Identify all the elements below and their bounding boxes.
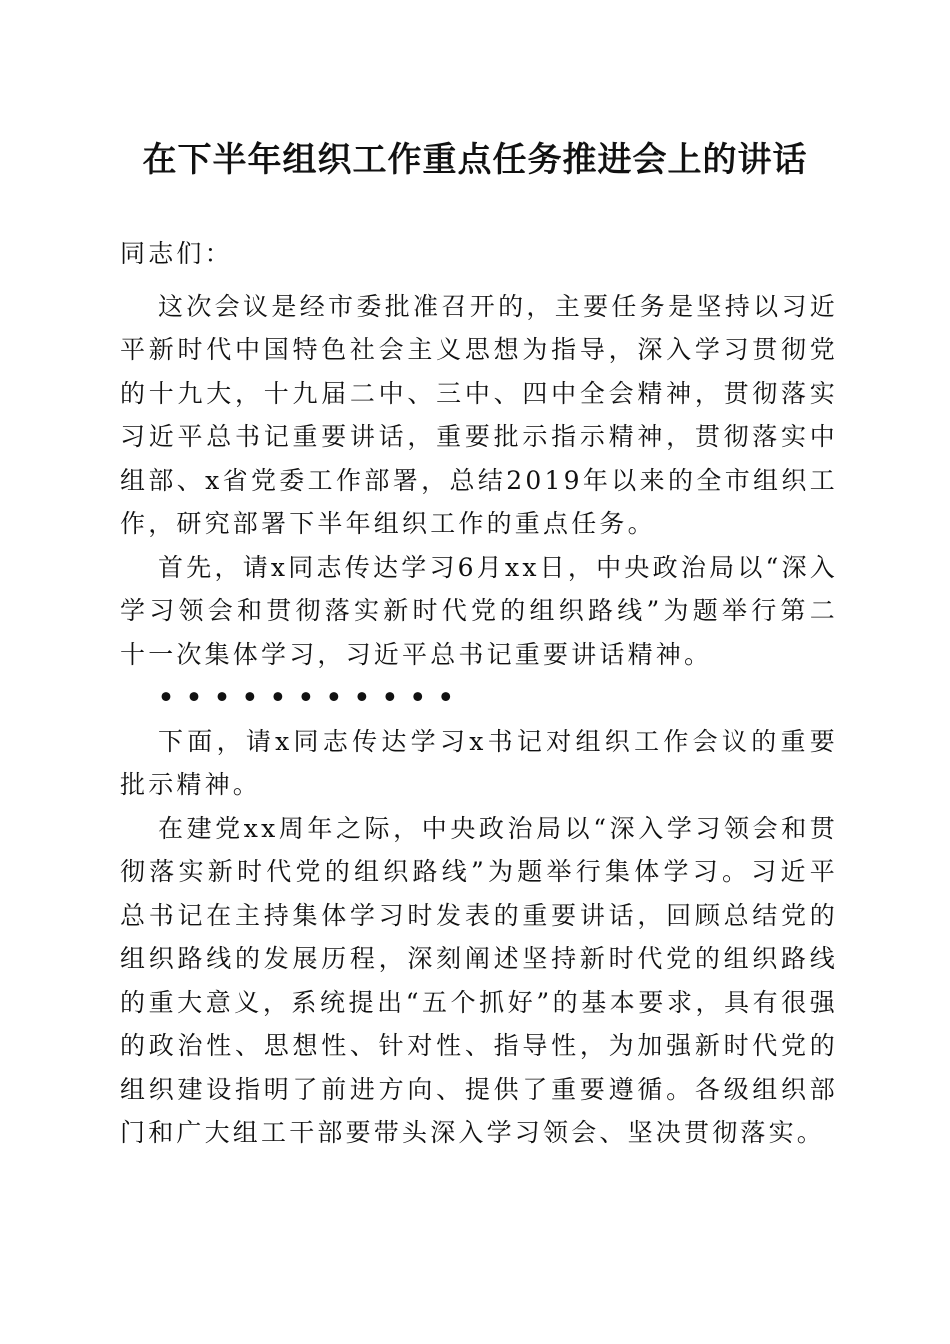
document-title: 在下半年组织工作重点任务推进会上的讲话 bbox=[142, 140, 808, 180]
paragraph-study-summary: 在建党xx周年之际，中央政治局以“深入学习领会和贯彻落实新时代党的组织路线”为题举行集体学习。习近平总书记在主持集体学习时发表的重要讲话，回顾总结党的组织路线的发展历程，深刻阐述坚持新时代党的组织路线的重大意义，系统提出“五个抓好”的基本要求，具有很强的政治性、思想性、针对性、指导性，为加强新时代党的组织建设指明了前进方向、提供了重要遵循。各级组织部门和广大组工干部要带头深入学习领会、坚决贯彻落实。 bbox=[120, 813, 838, 1147]
paragraph-first-agenda: 首先，请x同志传达学习6月xx日，中央政治局以“深入学习领会和贯彻落实新时代党的组织路线”为题举行第二十一次集体学习，习近平总书记重要讲话精神。 bbox=[120, 552, 838, 669]
paragraph-meeting-purpose: 这次会议是经市委批准召开的，主要任务是坚持以习近平新时代中国特色社会主义思想为指导，深入学习贯彻党的十九大，十九届二中、三中、四中全会精神，贯彻落实习近平总书记重要讲话，重要批示指示精神，贯彻落实中组部、x省党委工作部署，总结2019年以来的全市组织工作，研究部署下半年组织工作的重点任务。 bbox=[120, 291, 838, 538]
paragraph-next-agenda: 下面，请x同志传达学习x书记对组织工作会议的重要批示精神。 bbox=[120, 726, 838, 799]
salutation: 同志们： bbox=[120, 239, 233, 268]
ellipsis-dots: ••••••••••• bbox=[158, 683, 466, 712]
document-body bbox=[120, 232, 838, 1155]
